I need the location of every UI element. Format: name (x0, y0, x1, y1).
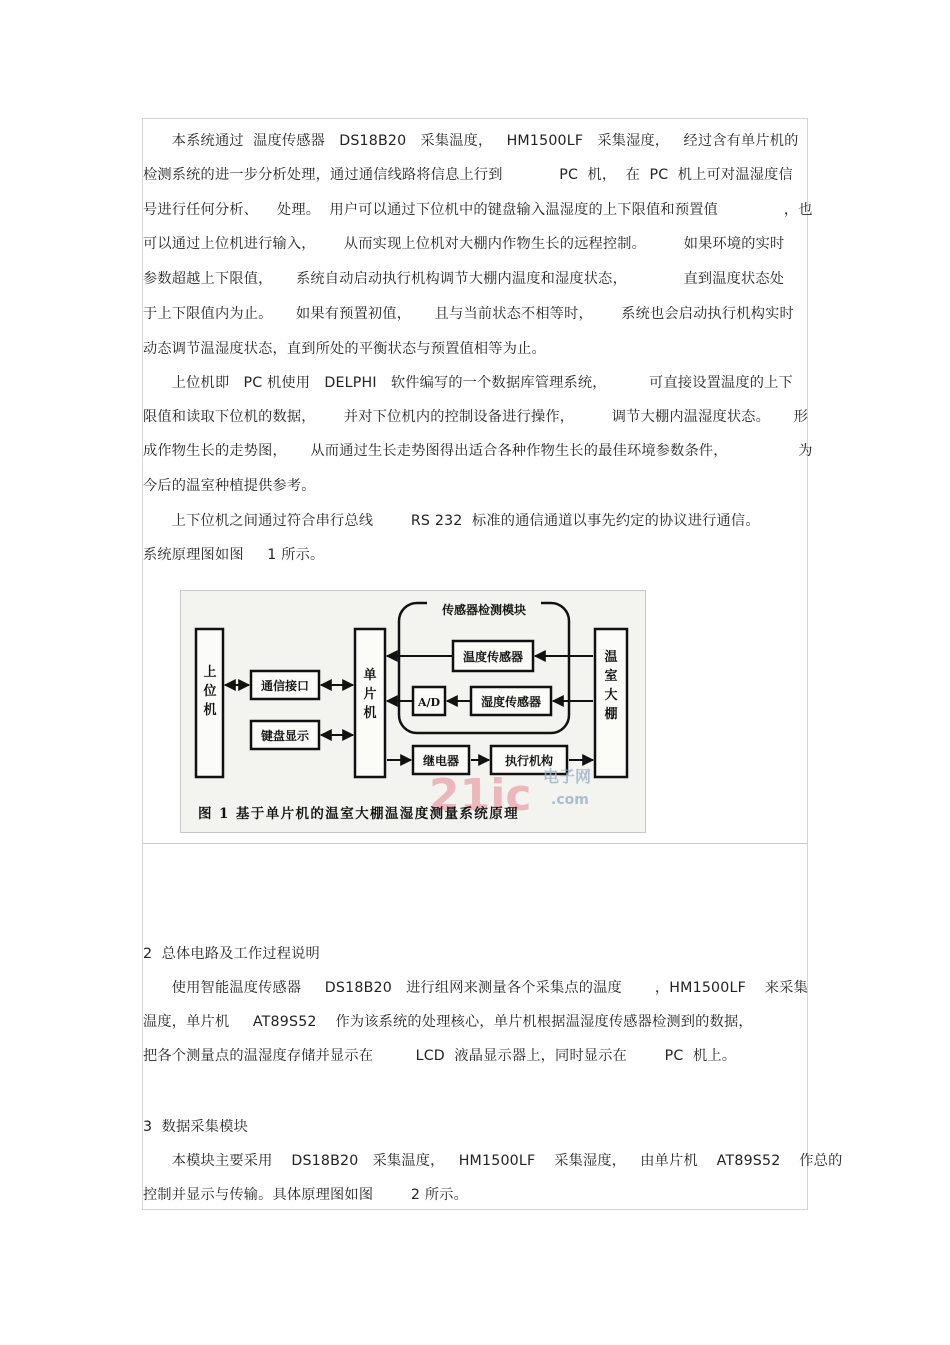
paragraph-4-line-3: 把各个测量点的温湿度存储并显示在 LCD 液晶显示器上，同时显示在 PC 机上。 (143, 1048, 737, 1064)
paragraph-1-line-4: 可以通过上位机进行输入， 从而实现上位机对大棚内作物生长的远程控制。 如果环境的实时 (143, 236, 785, 252)
host-pc-text-char: 位 (203, 684, 217, 699)
paragraph-2-line-1: 上位机即 PC 机使用 DELPHI 软件编写的一个数据库管理系统， 可直接设置温度的上下 (143, 375, 793, 391)
paragraph-1-line-3: 号进行任何分析、 处理。 用户可以通过下位机中的键盘输入温湿度的上下限值和预置值 ，也 (143, 202, 813, 218)
host-pc-text-char: 机 (203, 703, 217, 718)
relay-label: 继电器 (422, 754, 460, 768)
mcu-text-char: 单 (363, 668, 377, 683)
greenhouse-text-char: 温 (604, 650, 618, 665)
humidity-sensor-label: 湿度传感器 (480, 695, 542, 709)
watermark-logo: 21ic (429, 770, 532, 821)
paragraph-2-line-2: 限值和读取下位机的数据， 并对下位机内的控制设备进行操作， 调节大棚内温湿度状态。 形 (143, 409, 808, 425)
figure-1-system-diagram (180, 590, 646, 833)
paragraph-1-line-7: 动态调节温湿度状态，直到所处的平衡状态与预置值相等为止。 (143, 341, 546, 357)
paragraph-5-line-1: 本模块主要采用 DS18B20 采集温度， HM1500LF 采集湿度， 由单片机 AT89S52 作总的 (143, 1153, 843, 1169)
paragraph-1-line-2: 检测系统的进一步分析处理，通过通信线路将信息上行到 PC 机， 在 PC 机上可对温湿度信 (143, 167, 793, 183)
host-pc-label (202, 665, 216, 718)
paragraph-1-line-1: 本系统通过 温度传感器 DS18B20 采集温度， HM1500LF 采集湿度， 经过含有单片机的 (143, 133, 799, 149)
paragraph-3-line-1: 上下位机之间通过符合串行总线 RS 232 标准的通信通道以事先约定的协议进行通信。 (143, 513, 760, 529)
greenhouse-text-char: 室 (604, 669, 618, 684)
paragraph-4-line-2: 温度，单片机 AT89S52 作为该系统的处理核心，单片机根据温湿度传感器检测到的数据， (143, 1014, 753, 1030)
section-3-heading: 3 数据采集模块 (143, 1119, 248, 1135)
section-2-heading: 2 总体电路及工作过程说明 (143, 946, 320, 962)
paragraph-3-line-2: 系统原理图如图 1 所示。 (143, 547, 325, 563)
mcu-text-char: 片 (363, 687, 377, 702)
comm-interface-label: 通信接口 (260, 679, 310, 693)
paragraph-2-line-3: 成作物生长的走势图， 从而通过生长走势图得出适合各种作物生长的最佳环境参数条件， 为 (143, 443, 813, 459)
paragraph-2-line-4: 今后的温室种植提供参考。 (143, 478, 316, 494)
mcu-label (363, 667, 376, 721)
paragraph-1-line-5: 参数超越上下限值， 系统自动启动执行机构调节大棚内温度和湿度状态， 直到温度状态处 (143, 271, 785, 287)
watermark-domain: .com (551, 792, 589, 808)
paragraph-5-line-2: 控制并显示与传输。具体原理图如图 2 所示。 (143, 1187, 468, 1203)
greenhouse-text-char: 大 (604, 688, 618, 703)
greenhouse-text-char: 棚 (604, 707, 618, 722)
keyboard-display-label: 键盘显示 (260, 729, 310, 743)
actuator-label: 执行机构 (504, 754, 554, 768)
ad-label: A/D (417, 696, 441, 709)
sensor-module-title: 传感器检测模块 (441, 603, 527, 617)
paragraph-4-line-1: 使用智能温度传感器 DS18B20 进行组网来测量各个采集点的温度 ，HM1500LF 来采集 (143, 980, 808, 996)
mcu-text-char: 机 (363, 706, 377, 721)
watermark-site-text: 电子网 (543, 767, 592, 786)
mcu-box (355, 629, 385, 777)
temp-sensor-label: 温度传感器 (462, 650, 524, 664)
paragraph-1-line-6: 于上下限值内为止。 如果有预置初值， 且与当前状态不相等时， 系统也会启动执行机构实时 (143, 306, 794, 322)
figure-caption: 图 1 基于单片机的温室大棚温湿度测量系统原理 (198, 806, 519, 822)
diagram-svg (181, 591, 645, 832)
host-pc-text-char: 上 (203, 665, 217, 680)
